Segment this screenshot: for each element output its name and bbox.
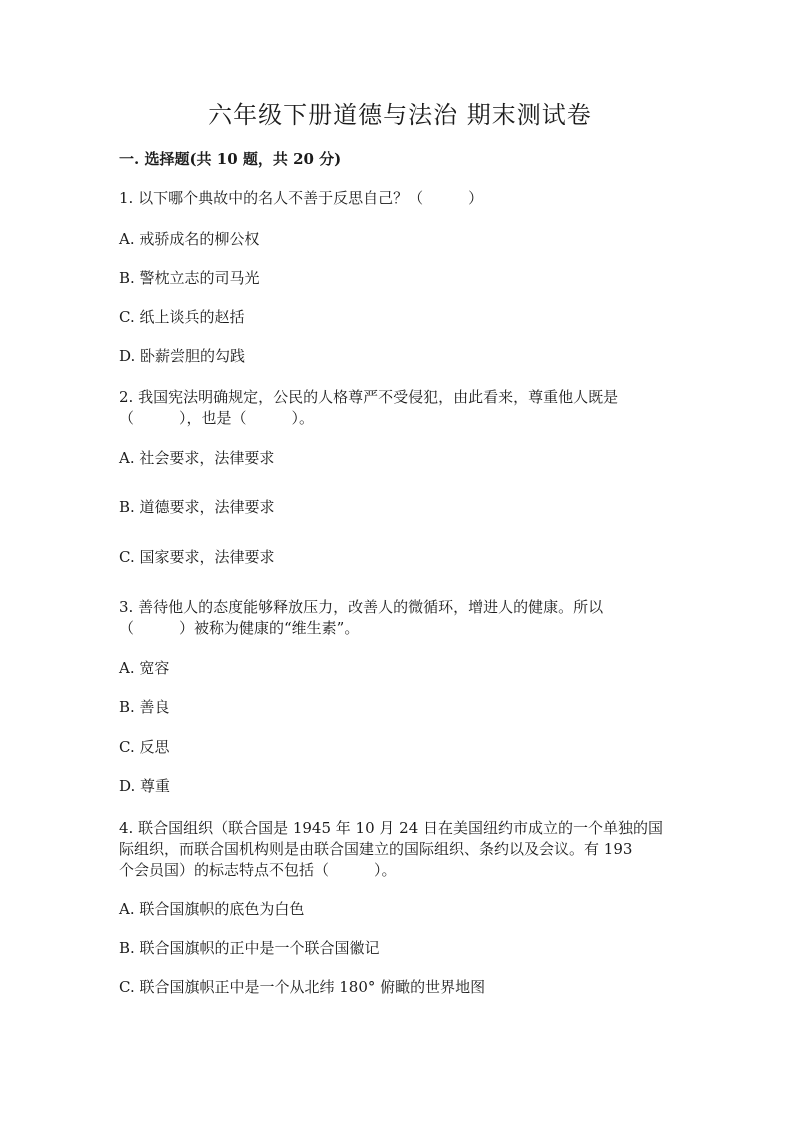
question-1-stem: 1. 以下哪个典故中的名人不善于反思自己？（ ） xyxy=(119,189,484,207)
question-4-stem-line-2: 际组织，而联合国机构则是由联合国建立的国际组织、条约以及会议。有 193 xyxy=(119,840,633,858)
question-1-option-a: A. 戒骄成名的柳公权 xyxy=(119,230,260,248)
question-3-option-c: C. 反思 xyxy=(119,738,170,756)
question-2-option-a: A. 社会要求，法律要求 xyxy=(119,449,275,467)
question-4-option-a: A. 联合国旗帜的底色为白色 xyxy=(119,900,305,918)
question-2-option-c: C. 国家要求，法律要求 xyxy=(119,548,275,566)
question-1-option-b: B. 警枕立志的司马光 xyxy=(119,269,260,287)
question-3-option-d: D. 尊重 xyxy=(119,777,171,795)
question-2-stem-line-1: 2. 我国宪法明确规定，公民的人格尊严不受侵犯，由此看来，尊重他人既是 xyxy=(119,388,619,406)
question-3-stem-line-1: 3. 善待他人的态度能够释放压力，改善人的微循环，增进人的健康。所以 xyxy=(119,598,604,616)
question-3-option-b: B. 善良 xyxy=(119,698,170,716)
question-4-option-c: C. 联合国旗帜正中是一个从北纬 180° 俯瞰的世界地图 xyxy=(119,978,486,996)
question-2-option-b: B. 道德要求，法律要求 xyxy=(119,498,275,516)
question-4-option-b: B. 联合国旗帜的正中是一个联合国徽记 xyxy=(119,939,380,957)
question-4-stem-line-3: 个会员国）的标志特点不包括（ ）。 xyxy=(119,861,397,879)
question-4-stem-line-1: 4. 联合国组织（联合国是 1945 年 10 月 24 日在美国纽约市成立的一个单独的国 xyxy=(119,819,664,837)
question-3-option-a: A. 宽容 xyxy=(119,659,170,677)
question-1-option-d: D. 卧薪尝胆的勾践 xyxy=(119,347,246,365)
question-1-option-c: C. 纸上谈兵的赵括 xyxy=(119,308,245,326)
page-title: 六年级下册道德与法治 期末测试卷 xyxy=(208,101,592,129)
section-heading: 一. 选择题(共 10 题，共 20 分) xyxy=(119,150,342,168)
question-3-stem-line-2: （ ）被称为健康的“维生素”。 xyxy=(119,619,360,637)
question-2-stem-line-2: （ ），也是（ ）。 xyxy=(119,409,315,427)
